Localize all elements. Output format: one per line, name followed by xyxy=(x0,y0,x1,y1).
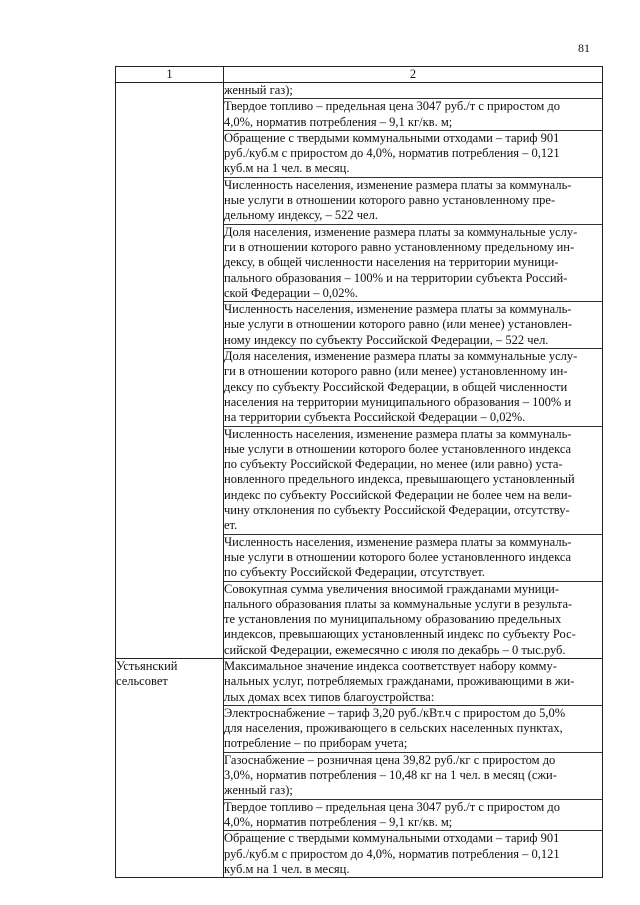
text-line: ному индексу по субъекту Российской Федерации, – 522 чел. xyxy=(224,332,549,347)
text-line: куб.м на 1 чел. в месяц. xyxy=(224,861,350,876)
text-line: 4,0%, норматив потребления – 9,1 кг/кв. м; xyxy=(224,114,453,129)
description-cell xyxy=(224,83,603,659)
description-paragraph xyxy=(224,581,602,658)
description-paragraph xyxy=(224,130,602,177)
text-line: руб./куб.м с приростом до 4,0%, норматив потребления – 0,121 xyxy=(224,846,560,861)
column-header-1: 1 xyxy=(116,67,224,83)
text-line: Численность населения, изменение размера платы за коммуналь- xyxy=(224,426,572,441)
text-line: ные услуги в отношении которого более установленного индекса xyxy=(224,549,572,564)
text-line: новленного предельного индекса, превышающего установленный xyxy=(224,472,575,487)
text-line: женный газ); xyxy=(224,83,293,97)
description-paragraph xyxy=(224,799,602,831)
text-line: Доля населения, изменение размера платы за коммунальные услу- xyxy=(224,349,578,364)
text-line: куб.м на 1 чел. в месяц. xyxy=(224,161,350,176)
text-line: индексов, превышающих установленный индекс по субъекту Рос- xyxy=(224,627,576,642)
description-paragraph xyxy=(224,659,602,705)
table-header-row xyxy=(116,67,603,83)
text-line: пального образования – 100% и на территории субъекта Россий- xyxy=(224,270,568,285)
text-line: Твердое топливо – предельная цена 3047 руб./т с приростом до xyxy=(224,99,560,114)
text-line: лых домах всех типов благоустройства: xyxy=(224,689,435,704)
text-line: Обращение с твердыми коммунальными отходами – тариф 901 xyxy=(224,130,560,145)
column-header-2: 2 xyxy=(224,67,603,83)
text-line: дексу по субъекту Российской Федерации, в общей численности xyxy=(224,379,568,394)
description-paragraph xyxy=(224,705,602,752)
page-number: 81 xyxy=(578,41,590,55)
text-line: Твердое топливо – предельная цена 3047 руб./т с приростом до xyxy=(224,799,560,814)
text-line: ные услуги в отношении которого более установленного индекса xyxy=(224,441,572,456)
text-line: ные услуги в отношении которого равно установленному пре- xyxy=(224,193,556,208)
text-line: населения на территории муниципального образования – 100% и xyxy=(224,394,572,409)
text-line: 4,0%, норматив потребления – 9,1 кг/кв. м; xyxy=(224,814,453,829)
text-line: дексу, в общей численности населения на территории муници- xyxy=(224,255,559,270)
description-paragraph xyxy=(224,426,602,534)
description-cell xyxy=(224,658,603,877)
text-line: Максимальное значение индекса соответствует набору комму- xyxy=(224,658,557,673)
description-paragraph xyxy=(224,830,602,877)
municipality-name-cell: Устьянский сельсовет xyxy=(116,658,224,877)
description-paragraph xyxy=(224,98,602,130)
description-paragraph xyxy=(224,224,602,301)
text-line: ги в отношении которого равно (или менее) установленному ин- xyxy=(224,364,568,379)
municipality-name-cell xyxy=(116,83,224,659)
text-line: по субъекту Российской Федерации, но менее (или равно) уста- xyxy=(224,457,563,472)
description-paragraph xyxy=(224,752,602,799)
text-line: пального образования платы за коммунальные услуги в результа- xyxy=(224,596,573,611)
text-line: индекс по субъекту Российской Федерации не более чем на вели- xyxy=(224,487,572,502)
text-line: Газоснабжение – розничная цена 39,82 руб./кг с приростом до xyxy=(224,752,556,767)
text-line: сийской Федерации, ежемесячно с июля по декабрь – 0 тыс.руб. xyxy=(224,642,566,657)
text-line: потребление – по приборам учета; xyxy=(224,736,408,751)
description-paragraph xyxy=(224,534,602,581)
text-line: Численность населения, изменение размера платы за коммуналь- xyxy=(224,302,572,317)
text-line: Численность населения, изменение размера платы за коммуналь- xyxy=(224,534,572,549)
text-line: Доля населения, изменение размера платы за коммунальные услу- xyxy=(224,224,578,239)
text-line: для населения, проживающего в сельских населенных пунктах, xyxy=(224,721,563,736)
table-row xyxy=(116,658,603,877)
document-table xyxy=(115,66,603,878)
text-line: Совокупная сумма увеличения вносимой гражданами муници- xyxy=(224,581,559,596)
text-line: по субъекту Российской Федерации, отсутствует. xyxy=(224,565,485,580)
text-line: ет. xyxy=(224,518,238,533)
text-line: женный газ); xyxy=(224,783,293,798)
text-line: Обращение с твердыми коммунальными отходами – тариф 901 xyxy=(224,831,560,846)
text-line: те установления по муниципальному образованию предельных xyxy=(224,612,562,627)
text-line: Численность населения, изменение размера платы за коммуналь- xyxy=(224,177,572,192)
text-line: ской Федерации – 0,02%. xyxy=(224,285,358,300)
text-line: 3,0%, норматив потребления – 10,48 кг на 1 чел. в месяц (сжи- xyxy=(224,768,557,783)
text-line: ные услуги в отношении которого равно (или менее) установлен- xyxy=(224,317,573,332)
table-row xyxy=(116,83,603,659)
description-paragraph xyxy=(224,348,602,425)
description-paragraph xyxy=(224,301,602,348)
description-paragraph xyxy=(224,177,602,224)
description-paragraph xyxy=(224,83,602,98)
text-line: нальных услуг, потребляемых гражданами, проживающими в жи- xyxy=(224,674,575,689)
text-line: ги в отношении которого равно установленному предельному ин- xyxy=(224,239,575,254)
text-line: дельному индексу, – 522 чел. xyxy=(224,208,378,223)
text-line: на территории субъекта Российской Федерации – 0,02%. xyxy=(224,410,526,425)
text-line: чину отклонения по субъекту Российской Федерации, отсутству- xyxy=(224,503,570,518)
text-line: руб./куб.м с приростом до 4,0%, норматив потребления – 0,121 xyxy=(224,146,560,161)
text-line: Электроснабжение – тариф 3,20 руб./кВт.ч с приростом до 5,0% xyxy=(224,705,566,720)
